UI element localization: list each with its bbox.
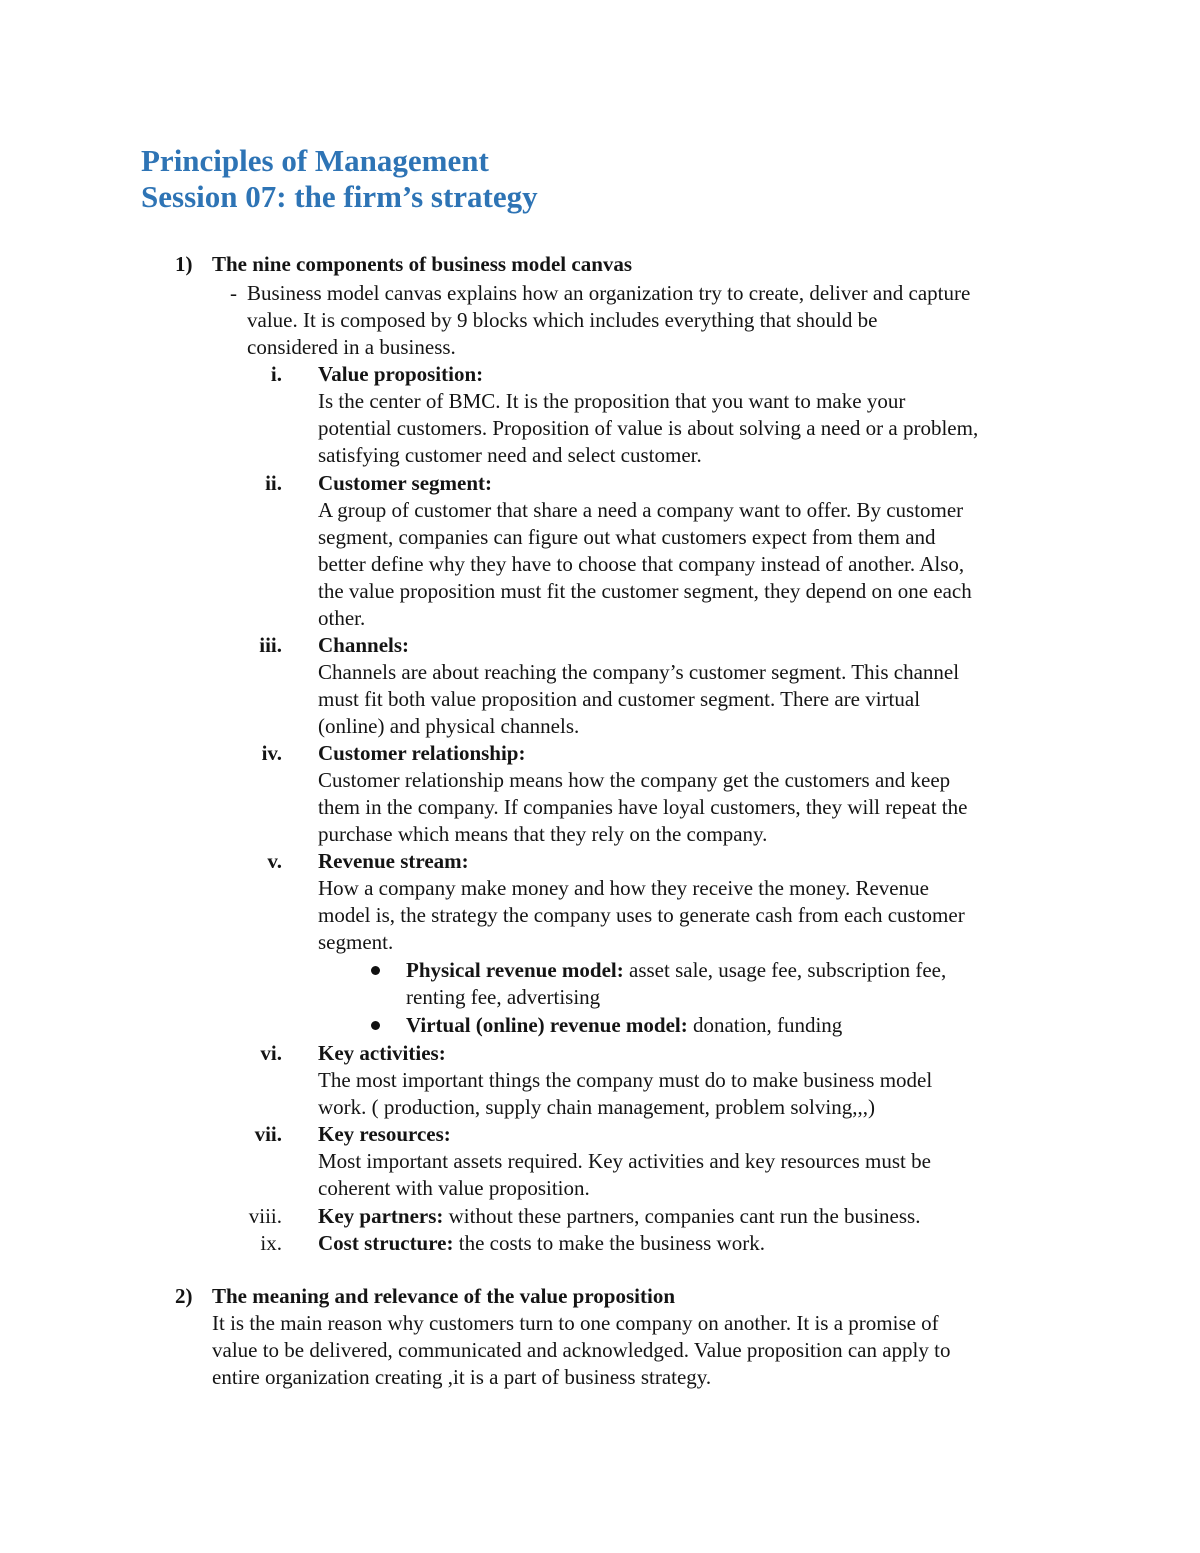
item-text-line xyxy=(318,1230,765,1257)
item-text-line xyxy=(318,1203,920,1230)
item-text-line: satisfying customer need and select customer. xyxy=(318,443,702,467)
section-heading: The nine components of business model canvas xyxy=(212,252,633,276)
roman-numeral: i. xyxy=(270,362,282,386)
intro-line: considered in a business. xyxy=(247,335,456,359)
intro-line: Business model canvas explains how an organization try to create, deliver and capture xyxy=(247,281,971,305)
document-subtitle: Session 07: the firm’s strategy xyxy=(141,179,538,214)
roman-numeral: vi. xyxy=(260,1041,282,1065)
item-text-line: Most important assets required. Key activities and key resources must be xyxy=(318,1149,931,1173)
item-heading: Customer segment: xyxy=(318,471,492,495)
item-text-line: The most important things the company must do to make business model xyxy=(318,1068,933,1092)
bullet-detail: asset sale, usage fee, subscription fee, xyxy=(623,958,947,982)
dash-marker: - xyxy=(230,281,237,305)
item-text-line: them in the company. If companies have loyal customers, they will repeat the xyxy=(318,795,968,819)
item-detail: without these partners, companies cant run the business. xyxy=(443,1204,921,1228)
intro-line: value. It is composed by 9 blocks which includes everything that should be xyxy=(247,308,878,332)
item-text-line: the value proposition must fit the customer segment, they depend on one each xyxy=(318,579,972,603)
item-text-line: other. xyxy=(318,606,366,630)
item-text-line: coherent with value proposition. xyxy=(318,1176,590,1200)
section-heading: The meaning and relevance of the value proposition xyxy=(212,1284,675,1308)
paragraph-line: It is the main reason why customers turn to one company on another. It is a promise of xyxy=(212,1311,939,1335)
roman-numeral: iv. xyxy=(261,741,282,765)
item-heading: Channels: xyxy=(318,633,410,657)
item-text-line: Is the center of BMC. It is the proposition that you want to make your xyxy=(318,389,906,413)
item-text-line: must fit both value proposition and customer segment. There are virtual xyxy=(318,687,921,711)
roman-numeral: ix. xyxy=(260,1231,282,1255)
bullet-label: Physical revenue model: xyxy=(406,958,624,982)
item-heading: Revenue stream: xyxy=(318,849,469,873)
item-heading: Key activities: xyxy=(318,1041,446,1065)
item-text-line: segment. xyxy=(318,930,394,954)
roman-numeral: viii. xyxy=(248,1204,282,1228)
item-text-line: work. ( production, supply chain management, problem solving,,,) xyxy=(318,1095,875,1119)
item-text-line: better define why they have to choose that company instead of another. Also, xyxy=(318,552,965,576)
roman-numeral: v. xyxy=(267,849,282,873)
item-text-line: How a company make money and how they receive the money. Revenue xyxy=(318,876,929,900)
item-text-line: A group of customer that share a need a company want to offer. By customer xyxy=(318,498,964,522)
roman-numeral: vii. xyxy=(254,1122,282,1146)
section-number: 2) xyxy=(175,1284,193,1308)
paragraph-line: entire organization creating ,it is a part of business strategy. xyxy=(212,1365,712,1389)
item-text-line: Customer relationship means how the company get the customers and keep xyxy=(318,768,951,792)
item-heading: Customer relationship: xyxy=(318,741,526,765)
bullet-detail: donation, funding xyxy=(687,1013,843,1037)
bullet-icon xyxy=(371,966,380,975)
roman-numeral: ii. xyxy=(265,471,282,495)
bullet-text-continued: renting fee, advertising xyxy=(406,985,601,1009)
section-number: 1) xyxy=(175,252,193,276)
item-text-line: potential customers. Proposition of value is about solving a need or a problem, xyxy=(318,416,979,440)
item-heading: Key partners: xyxy=(318,1204,444,1228)
item-heading: Value proposition: xyxy=(318,362,484,386)
paragraph-line: value to be delivered, communicated and acknowledged. Value proposition can apply to xyxy=(212,1338,951,1362)
item-text-line: (online) and physical channels. xyxy=(318,714,580,738)
item-detail: the costs to make the business work. xyxy=(453,1231,765,1255)
bullet-label: Virtual (online) revenue model: xyxy=(406,1013,688,1037)
roman-numeral: iii. xyxy=(259,633,282,657)
item-text-line: purchase which means that they rely on the company. xyxy=(318,822,768,846)
item-text-line: segment, companies can figure out what customers expect from them and xyxy=(318,525,936,549)
bullet-text xyxy=(406,1012,842,1039)
item-text-line: Channels are about reaching the company’s customer segment. This channel xyxy=(318,660,960,684)
bullet-icon xyxy=(371,1021,380,1030)
item-text-line: model is, the strategy the company uses to generate cash from each customer xyxy=(318,903,965,927)
item-heading: Cost structure: xyxy=(318,1231,454,1255)
bullet-text xyxy=(406,957,946,984)
document-title: Principles of Management xyxy=(141,143,489,178)
item-heading: Key resources: xyxy=(318,1122,451,1146)
